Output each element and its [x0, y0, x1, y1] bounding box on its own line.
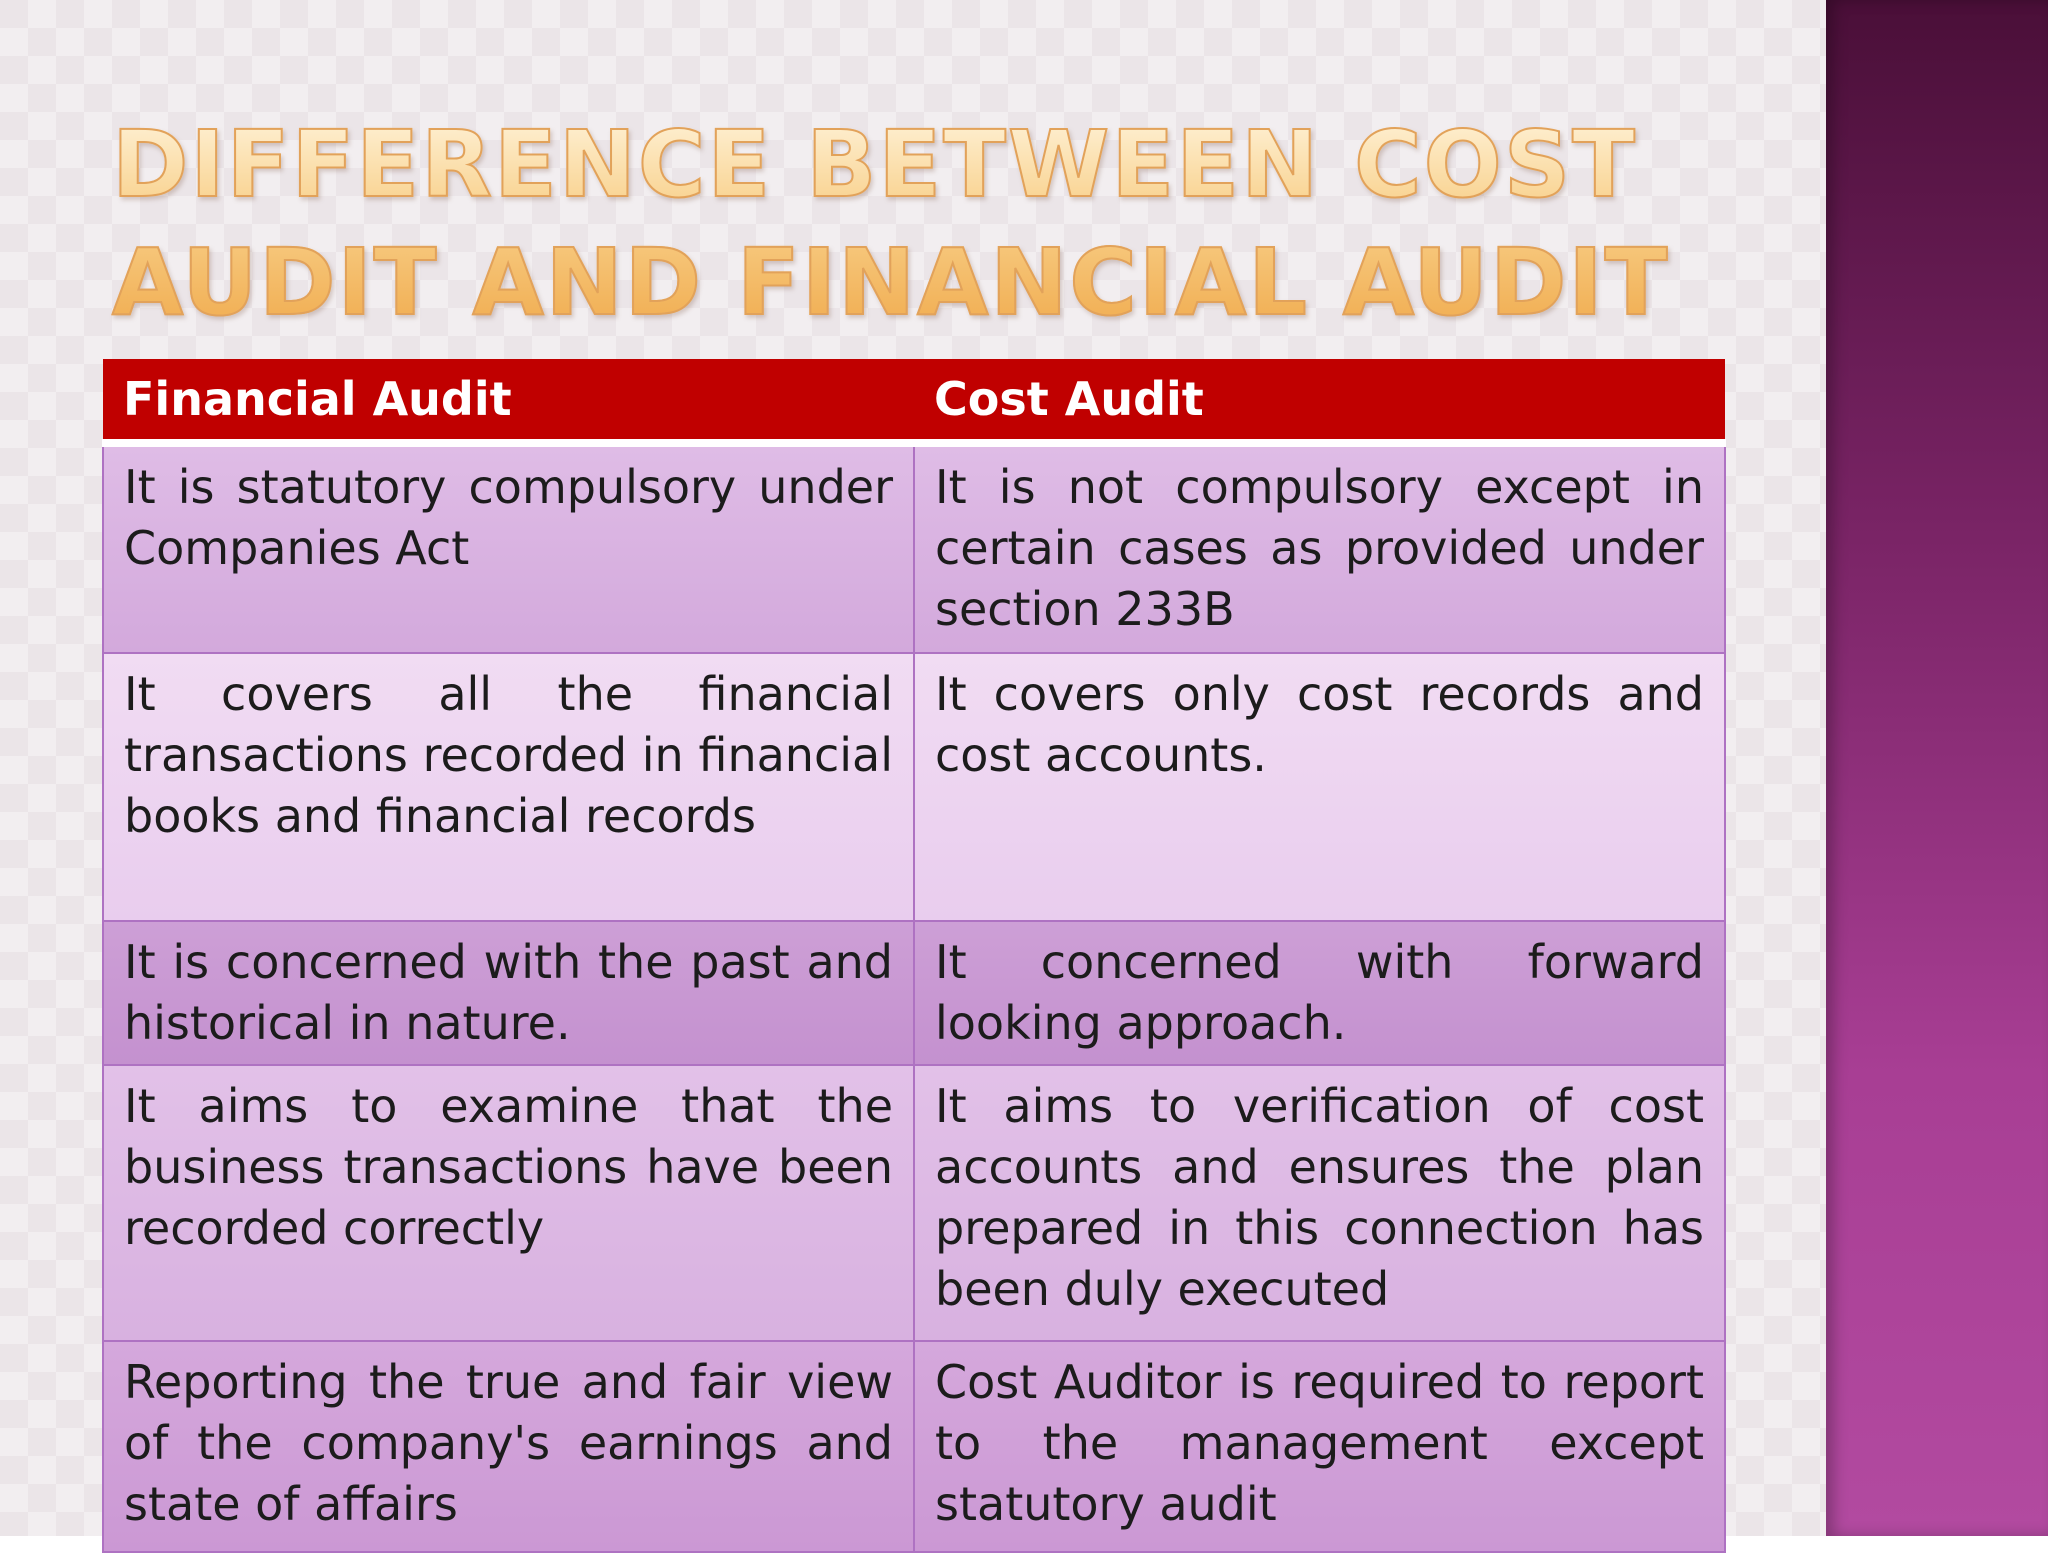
cost-audit-cell: It aims to verification of cost accounts and ensures the plan prepared in this connection has been duly executed: [914, 1065, 1725, 1341]
slide-title: DIFFERENCE BETWEEN COST AUDIT AND FINANCIAL AUDIT: [112, 106, 1792, 342]
header-financial-audit: Financial Audit: [103, 359, 914, 443]
header-cost-audit: Cost Audit: [914, 359, 1725, 443]
cost-audit-cell: It concerned with forward looking approach.: [914, 921, 1725, 1065]
financial-audit-cell: It aims to examine that the business transactions have been recorded correctly: [103, 1065, 914, 1341]
table-row: [103, 653, 1725, 921]
cost-audit-cell: It is not compulsory except in certain cases as provided under section 233B: [914, 443, 1725, 653]
table-row: [103, 1341, 1725, 1552]
financial-audit-cell: It is concerned with the past and historical in nature.: [103, 921, 914, 1065]
comparison-table: [102, 359, 1726, 1553]
decorative-side-band: [1826, 0, 2048, 1536]
financial-audit-cell: Reporting the true and fair view of the company's earnings and state of affairs: [103, 1341, 914, 1552]
table-row: [103, 443, 1725, 653]
table-row: [103, 921, 1725, 1065]
financial-audit-cell: It covers all the financial transactions recorded in financial books and financial records: [103, 653, 914, 921]
cost-audit-cell: Cost Auditor is required to report to the management except statutory audit: [914, 1341, 1725, 1552]
table-header-row: [103, 359, 1725, 443]
table-row: [103, 1065, 1725, 1341]
cost-audit-cell: It covers only cost records and cost accounts.: [914, 653, 1725, 921]
financial-audit-cell: It is statutory compulsory under Companies Act: [103, 443, 914, 653]
